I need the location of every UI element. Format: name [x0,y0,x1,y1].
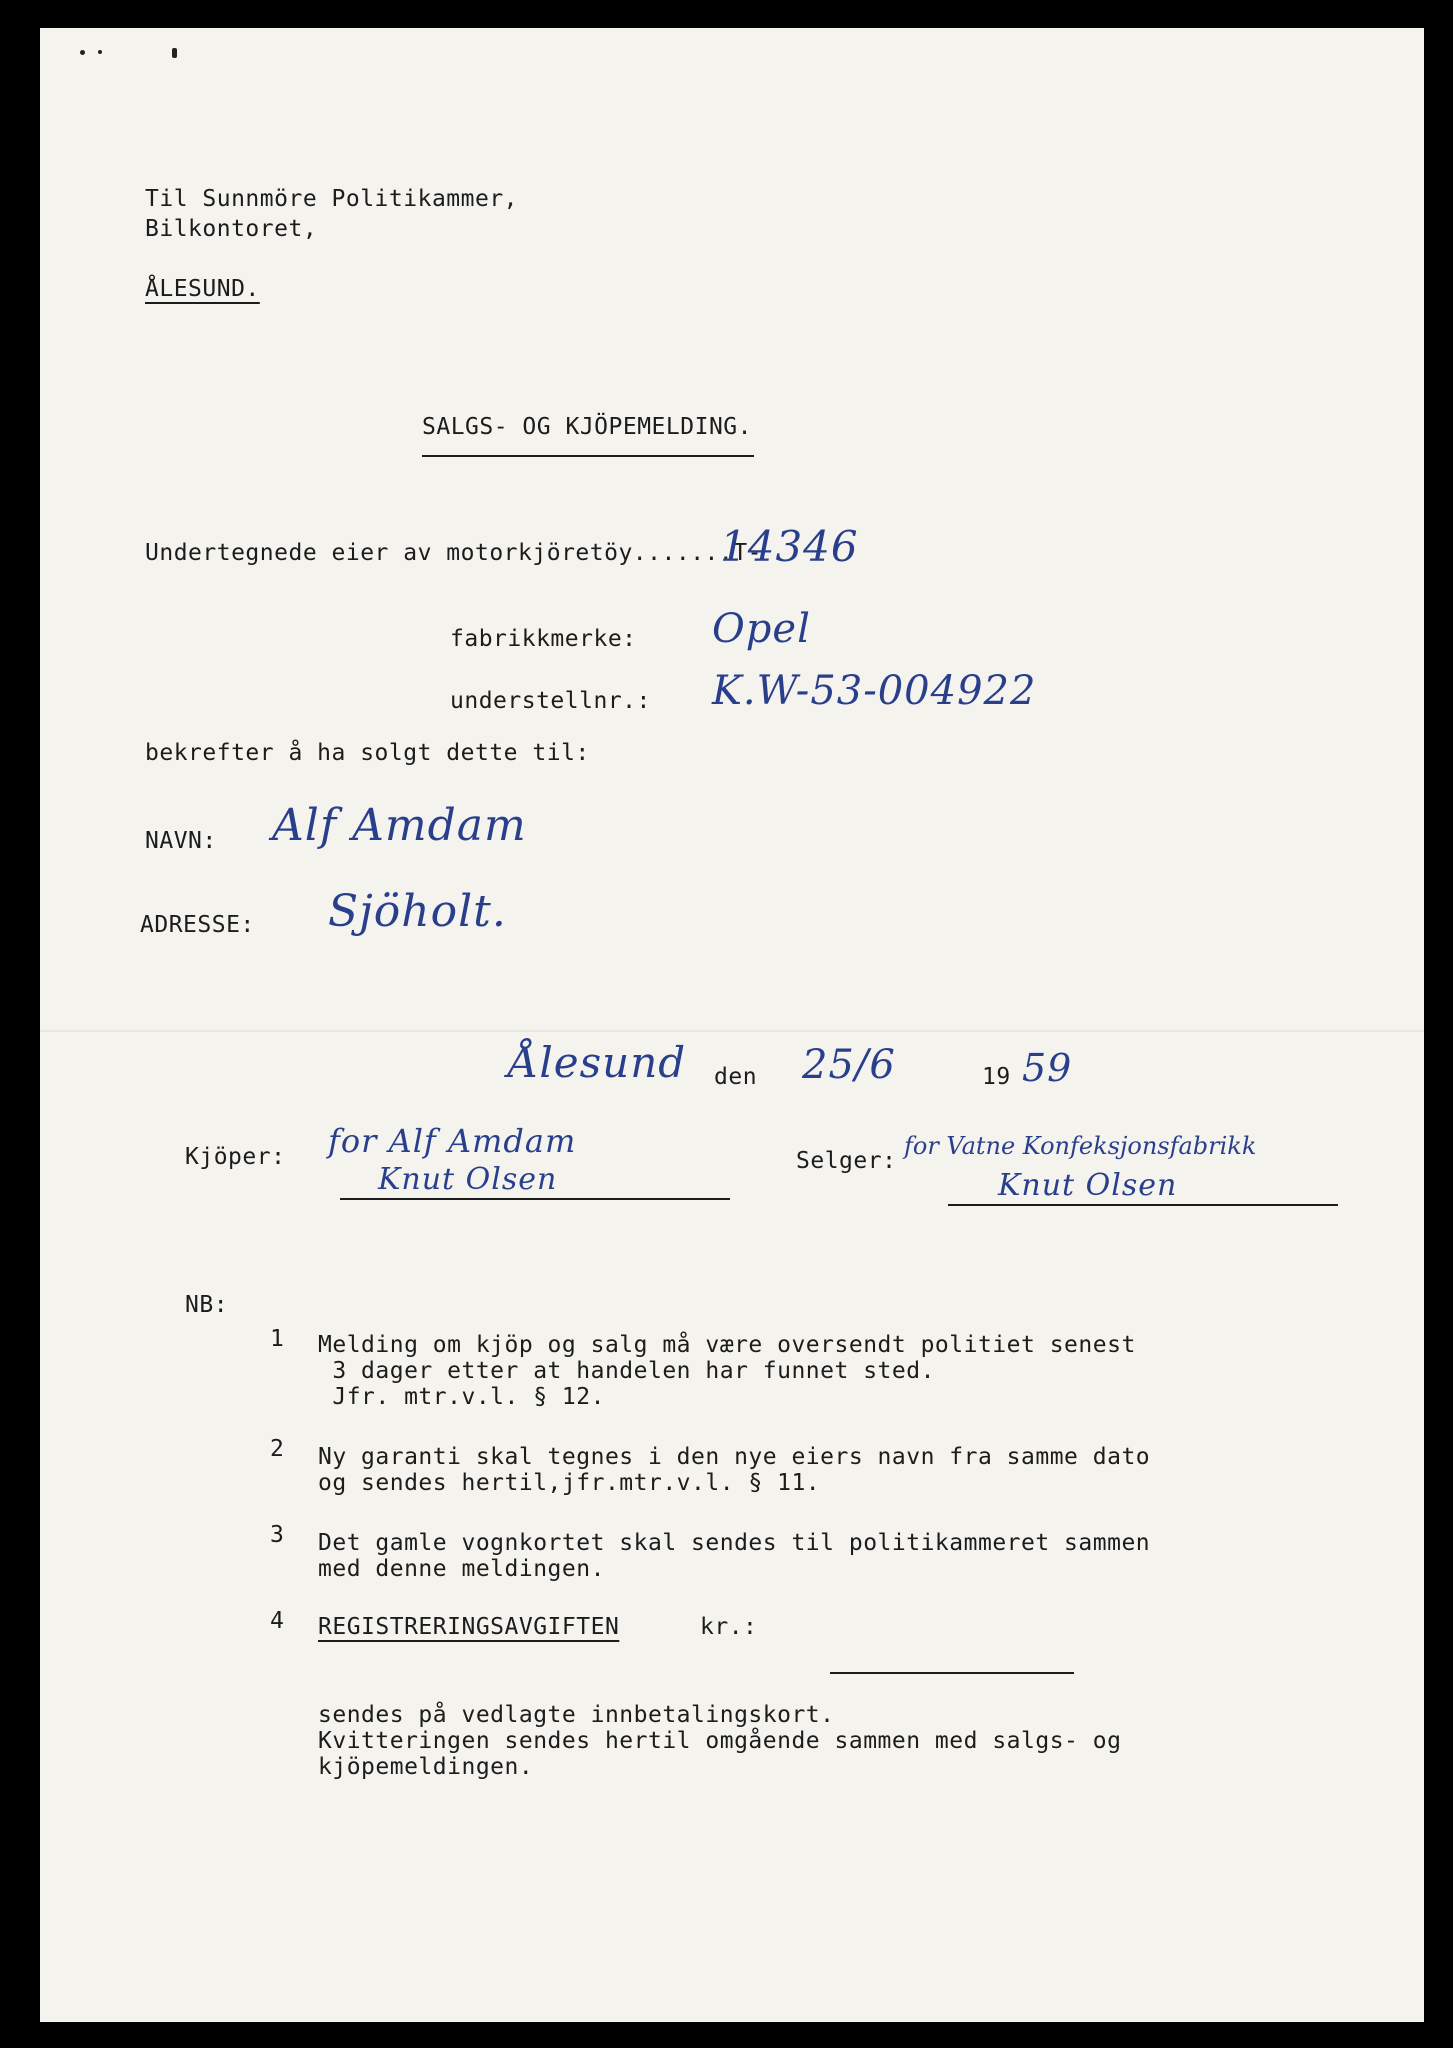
name-label: NAVN: [145,828,217,854]
chassis-label: understellnr.: [450,688,651,714]
fee-amount-line [830,1672,1074,1674]
punch-mark [80,50,85,55]
seller-signature-line-1: for Vatne Konfeksjonsfabrikk [904,1132,1257,1160]
seller-signature-line [948,1204,1338,1206]
date-day-month: 25/6 [802,1042,896,1088]
closing-line: Kvitteringen sendes hertil omgående sammen med salgs- og [318,1728,1122,1754]
note-2-number: 2 [270,1436,285,1462]
chassis-value: K.W-53-004922 [712,668,1037,714]
note-1-number: 1 [270,1326,285,1352]
document-title: SALGS- OG KJÖPEMELDING. [422,414,752,440]
address-label: ADRESSE: [140,912,255,938]
note-2-line: Ny garanti skal tegnes i den nye eiers navn fra samme dato [318,1444,1151,1470]
sold-to-statement: bekrefter å ha solgt dette til: [145,740,590,766]
registration-number: 14346 [720,522,859,571]
name-value: Alf Amdam [272,800,527,851]
date-year-suffix: 59 [1022,1046,1073,1090]
registration-fee-label: REGISTRERINGSAVGIFTEN [318,1614,620,1640]
closing-line: kjöpemeldingen. [318,1754,534,1780]
buyer-signature-label: Kjöper: [185,1144,286,1170]
seller-signature-label: Selger: [796,1148,897,1174]
note-1-line: Jfr. mtr.v.l. § 12. [318,1384,605,1410]
buyer-signature-line [340,1198,730,1200]
note-1-line: Melding om kjöp og salg må være oversendt politiet senest [318,1332,1136,1358]
paper-fold-line [40,1030,1424,1032]
owner-statement: Undertegnede eier av motorkjöretöy.......T- [145,540,762,566]
registration-fee-currency: kr.: [700,1614,758,1640]
date-year-prefix: 19 [982,1064,1011,1090]
note-3-number: 3 [270,1522,285,1548]
make-label: fabrikkmerke: [450,626,637,652]
recipient-line-1: Til Sunnmöre Politikammer, [145,186,519,212]
address-value: Sjöholt. [328,886,507,937]
make-value: Opel [712,606,811,652]
punch-mark [98,50,102,54]
note-4-number: 4 [270,1608,285,1634]
closing-line: sendes på vedlagte innbetalingskort. [318,1702,835,1728]
date-den-label: den [714,1064,758,1090]
note-2-line: og sendes hertil,jfr.mtr.v.l. § 11. [318,1470,821,1496]
punch-mark [172,48,177,58]
buyer-signature-line-2: Knut Olsen [378,1162,558,1197]
note-3-line: med denne meldingen. [318,1556,605,1582]
notes-heading: NB: [185,1292,229,1318]
recipient-line-2: Bilkontoret, [145,216,318,242]
note-1-line: 3 dager etter at handelen har funnet sted. [318,1358,935,1384]
buyer-signature-line-1: for Alf Amdam [328,1122,577,1160]
date-place: Ålesund [508,1038,687,1087]
seller-signature-line-2: Knut Olsen [998,1168,1178,1203]
title-underline [422,455,754,457]
recipient-city: ÅLESUND. [145,276,260,302]
note-3-line: Det gamle vognkortet skal sendes til politikammeret sammen [318,1530,1151,1556]
document-page [40,28,1424,2022]
